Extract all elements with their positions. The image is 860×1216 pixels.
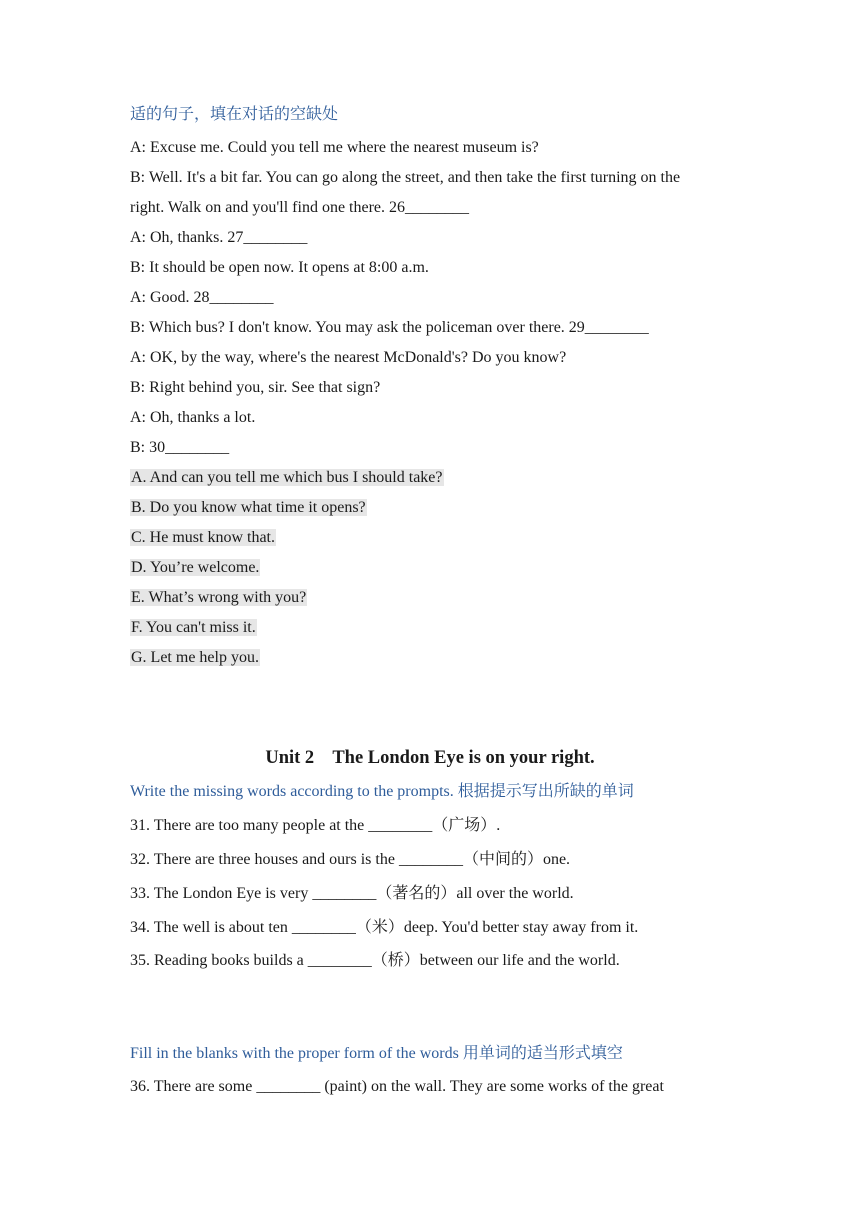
option-d: D. You’re welcome.: [131, 559, 260, 576]
dialogue-line: A: Excuse me. Could you tell me where the nearest museum is?: [130, 139, 539, 156]
dialogue-line: B: Which bus? I don't know. You may ask the policeman over there. 29________: [130, 319, 649, 336]
question-item: 33. The London Eye is very ________（著名的）all over the world.: [130, 885, 574, 902]
unit-heading: Unit 2 The London Eye is on your right.: [265, 748, 595, 768]
option-line: [130, 468, 444, 488]
option-a: A. And can you tell me which bus I should take?: [131, 469, 443, 486]
dialogue-line: A: Oh, thanks. 27________: [130, 229, 308, 246]
question-item: 36. There are some ________ (paint) on the wall. They are some works of the great: [130, 1078, 664, 1095]
option-b: B. Do you know what time it opens?: [131, 499, 366, 516]
option-line: [130, 528, 276, 548]
dialogue-line: A: OK, by the way, where's the nearest McDonald's? Do you know?: [130, 349, 567, 366]
option-line: [130, 588, 307, 608]
option-e: E. What’s wrong with you?: [131, 589, 307, 606]
option-line: [130, 618, 257, 638]
dialogue-line: A: Good. 28________: [130, 289, 274, 306]
dialogue-line: B: It should be open now. It opens at 8:00 a.m.: [130, 259, 429, 276]
question-item: 35. Reading books builds a ________（桥）between our life and the world.: [130, 952, 620, 969]
part2-instruction: Fill in the blanks with the proper form of the words 用单词的适当形式填空: [130, 1045, 623, 1062]
question-item: 32. There are three houses and ours is the ________（中间的）one.: [130, 851, 571, 868]
dialogue-line: B: 30________: [130, 439, 230, 456]
option-line: [130, 498, 367, 518]
dialogue-line: B: Right behind you, sir. See that sign?: [130, 379, 381, 396]
part1-instruction: Write the missing words according to the prompts. 根据提示写出所缺的单词: [130, 783, 634, 800]
question-item: 31. There are too many people at the ________（广场）.: [130, 817, 501, 834]
question-item: 34. The well is about ten ________（米）deep. You'd better stay away from it.: [130, 919, 639, 936]
option-line: [130, 648, 260, 668]
dialogue-line: B: Well. It's a bit far. You can go along the street, and then take the first turning on the: [130, 169, 681, 186]
option-line: [130, 558, 260, 578]
instruction-tail: 适的句子，填在对话的空缺处: [130, 106, 339, 123]
dialogue-line: A: Oh, thanks a lot.: [130, 409, 256, 426]
option-c: C. He must know that.: [131, 529, 275, 546]
option-f: F. You can't miss it.: [131, 619, 256, 636]
dialogue-line: right. Walk on and you'll find one there. 26________: [130, 199, 470, 216]
option-g: G. Let me help you.: [131, 649, 259, 666]
